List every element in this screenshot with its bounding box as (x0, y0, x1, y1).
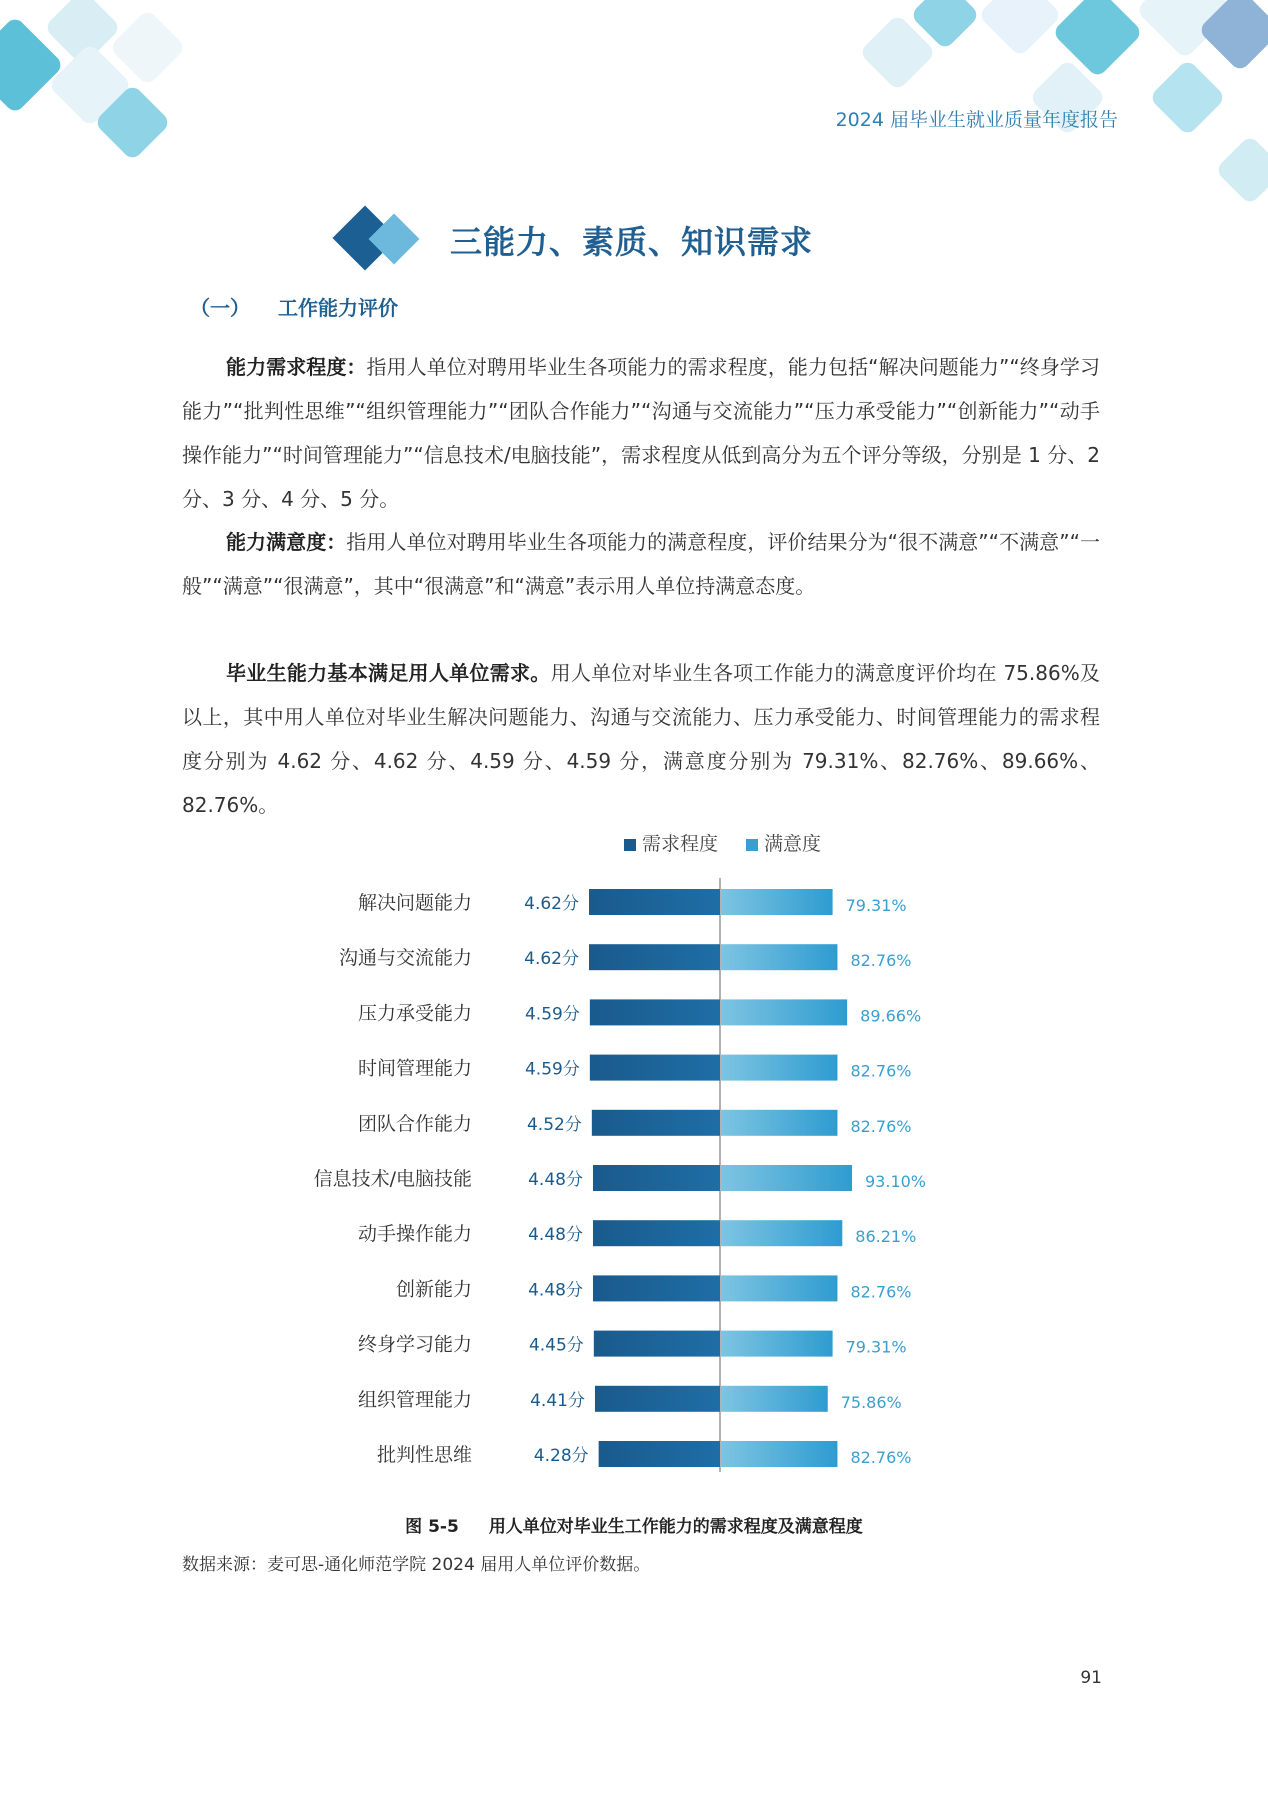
category-label: 创新能力 (395, 1278, 472, 1301)
satisfaction-value-label: 82.76% (850, 951, 912, 971)
paragraph-lead: 能力满意度： (226, 530, 347, 554)
satisfaction-bar (721, 1441, 837, 1467)
subsection-heading (190, 292, 398, 321)
chart-row (396, 1275, 911, 1301)
category-label: 时间管理能力 (357, 1057, 472, 1080)
paragraph-demand-definition (182, 345, 1100, 521)
demand-bar (595, 1386, 720, 1412)
category-label: 信息技术/电脑技能 (313, 1168, 472, 1190)
demand-value-label: 4.59分 (524, 1004, 580, 1025)
demand-value-label: 4.48分 (528, 1225, 583, 1246)
figure-number: 图 5-5 (405, 1517, 459, 1537)
demand-bar (593, 1220, 720, 1246)
page-number: 91 (1080, 1668, 1102, 1688)
satisfaction-bar (721, 1055, 837, 1081)
section-title: 三能力、素质、知识需求 (450, 223, 814, 261)
demand-value-label: 4.52分 (526, 1114, 582, 1135)
satisfaction-bar (721, 889, 833, 915)
demand-value-label: 4.59分 (524, 1059, 580, 1080)
paragraph-lead: 能力需求程度： (226, 355, 367, 379)
chart-row (314, 1165, 926, 1191)
demand-bar (589, 944, 720, 970)
subsection-number: （一） (190, 296, 250, 320)
data-source: 数据来源：麦可思-通化师范学院 2024 届用人单位评价数据。 (182, 1555, 651, 1575)
satisfaction-value-label: 82.76% (850, 1116, 912, 1136)
subsection-title: 工作能力评价 (278, 296, 398, 320)
satisfaction-bar (721, 1165, 852, 1191)
demand-value-label: 4.48分 (528, 1170, 583, 1190)
category-label: 解决问题能力 (357, 892, 472, 914)
category-label: 团队合作能力 (357, 1112, 472, 1135)
satisfaction-value-label: 79.31% (845, 896, 907, 915)
demand-bar (592, 1110, 720, 1136)
category-label: 动手操作能力 (357, 1223, 472, 1246)
category-label: 批判性思维 (376, 1444, 472, 1466)
satisfaction-bar (721, 999, 847, 1025)
demand-bar (593, 1275, 720, 1301)
satisfaction-bar (721, 1275, 837, 1301)
legend-swatch-satisfaction (746, 839, 758, 851)
demand-value-label: 4.45分 (528, 1335, 584, 1356)
chart-legend (624, 833, 821, 855)
demand-bar (594, 1331, 720, 1357)
demand-value-label: 4.48分 (528, 1280, 583, 1301)
section-heading (330, 205, 930, 275)
demand-bar (590, 1055, 720, 1081)
satisfaction-value-label: 75.86% (840, 1392, 902, 1412)
legend-label-demand: 需求程度 (642, 833, 719, 855)
satisfaction-value-label: 89.66% (860, 1006, 922, 1026)
paragraph-body: 指用人单位对聘用毕业生各项能力的满意程度，评价结果分为“很不满意”“不满意”“一般”“满意”“很满意”，其中“很满意”和“满意”表示用人单位持满意态度。 (182, 530, 1101, 598)
paragraph-body: 用人单位对毕业生各项工作能力的满意度评价均在 75.86%及以上，其中用人单位对毕业生解决问题能力、沟通与交流能力、压力承受能力、时间管理能力的需求程度分别为 4.62 分、4.62 分、4.59 分、4.59 分，满意度分别为 79.31%、82.76%、89.66%、82.76%。 (182, 661, 1101, 817)
chart-row (358, 1331, 907, 1357)
demand-bar (589, 889, 720, 915)
demand-value-label: 4.62分 (524, 949, 579, 970)
satisfaction-value-label: 93.10% (865, 1172, 927, 1191)
demand-value-label: 4.28分 (533, 1446, 589, 1466)
demand-bar (593, 1165, 720, 1191)
category-label: 组织管理能力 (357, 1388, 472, 1411)
demand-bar (599, 1441, 720, 1467)
demand-bar (590, 999, 720, 1025)
category-label: 终身学习能力 (357, 1333, 472, 1356)
legend-label-satisfaction: 满意度 (764, 833, 822, 855)
satisfaction-value-label: 82.76% (850, 1282, 912, 1302)
category-label: 压力承受能力 (357, 1002, 472, 1025)
demand-value-label: 4.62分 (524, 894, 579, 914)
category-label: 沟通与交流能力 (338, 947, 472, 970)
chart-row (377, 1441, 911, 1467)
chart-row (358, 1386, 902, 1412)
chart-row (358, 1220, 916, 1246)
figure-title: 用人单位对毕业生工作能力的需求程度及满意程度 (488, 1517, 863, 1537)
figure-caption (0, 1512, 1268, 1537)
ability-chart (0, 820, 1268, 1500)
satisfaction-bar (721, 1331, 833, 1357)
paragraph-body: 指用人单位对聘用毕业生各项能力的需求程度，能力包括“解决问题能力”“终身学习能力”“批判性思维”“组织管理能力”“团队合作能力”“沟通与交流能力”“压力承受能力”“创新能力”“动手操作能力”“时间管理能力”“信息技术/电脑技能”，需求程度从低到高分为五个评分等级，分别是 1 分、2 分、3 分、4 分、5 分。 (182, 355, 1101, 511)
chart-row (358, 889, 907, 915)
satisfaction-value-label: 86.21% (855, 1227, 917, 1247)
report-header-title: 2024 届毕业生就业质量年度报告 (835, 109, 1118, 131)
chart-row (358, 1055, 911, 1081)
satisfaction-value-label: 82.76% (850, 1448, 912, 1467)
paragraph-summary (182, 651, 1100, 827)
satisfaction-bar (721, 944, 837, 970)
paragraph-lead: 毕业生能力基本满足用人单位需求。 (226, 661, 551, 685)
satisfaction-bar (721, 1220, 842, 1246)
satisfaction-bar (721, 1110, 837, 1136)
paragraph-satisfaction-definition (182, 520, 1100, 608)
satisfaction-bar (721, 1386, 828, 1412)
satisfaction-value-label: 79.31% (845, 1337, 907, 1357)
satisfaction-value-label: 82.76% (850, 1061, 912, 1081)
demand-value-label: 4.41分 (530, 1390, 585, 1411)
chart-row (339, 944, 911, 970)
chart-row (358, 1110, 911, 1136)
legend-swatch-demand (624, 839, 636, 851)
chart-row (358, 999, 921, 1025)
